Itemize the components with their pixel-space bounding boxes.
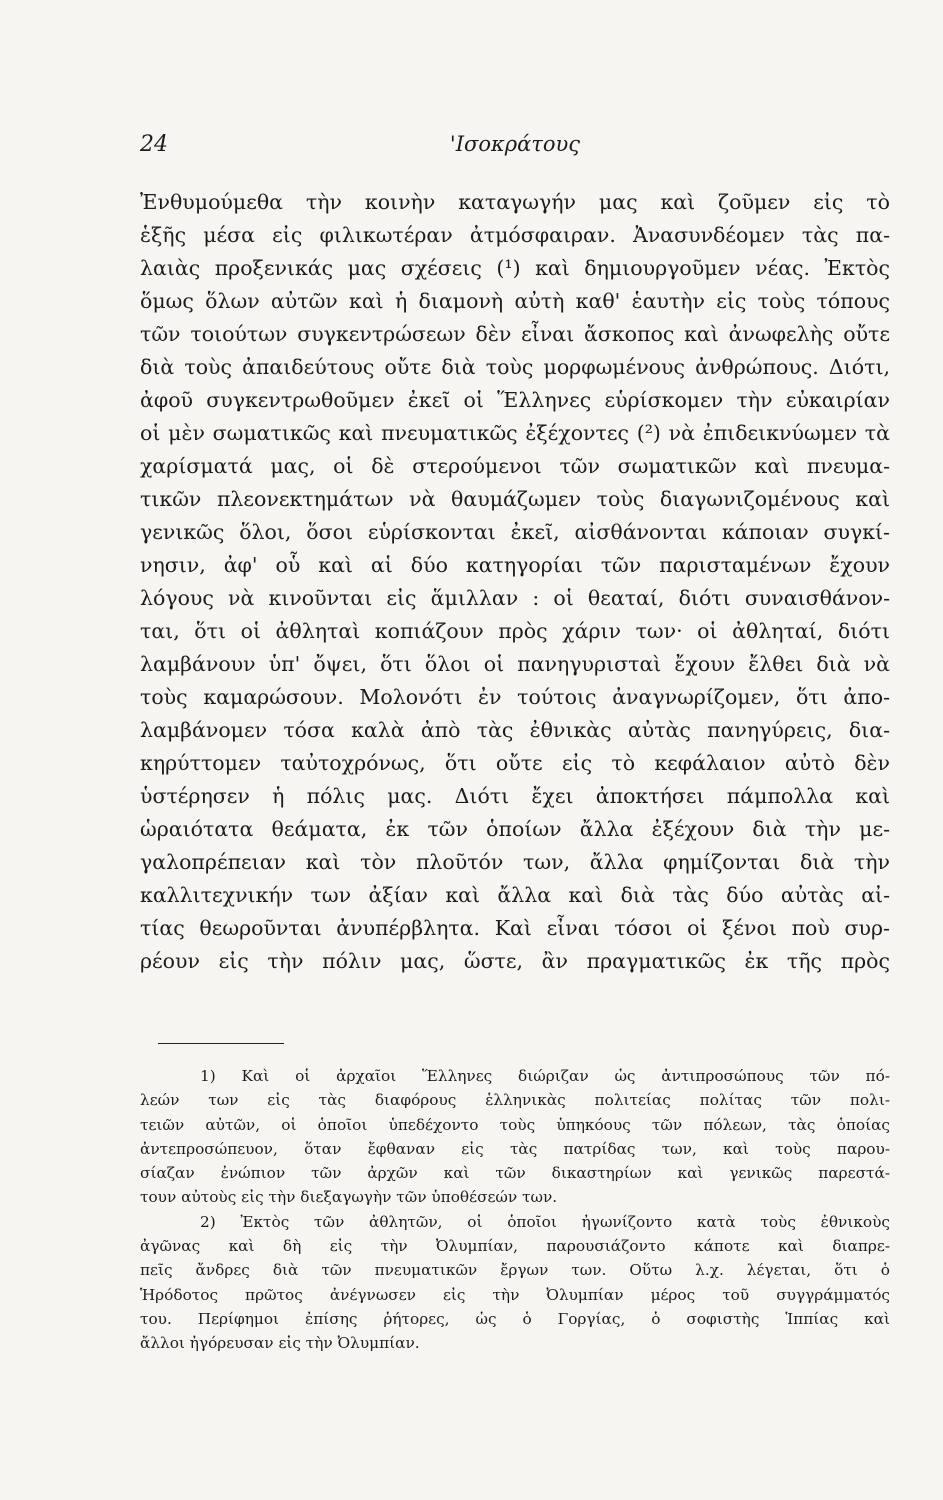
page-header: [140, 132, 890, 162]
footnote-line: πεῖς ἄνδρες διὰ τῶν πνευματικῶν ἔργων των. Οὕτω λ.χ. λέγεται, ὅτι ὁ: [140, 1261, 890, 1280]
footnote-line: ἀγῶνας καὶ δὴ εἰς τὴν Ὀλυμπίαν, παρουσιάζοντο κάποτε καὶ διαπρε-: [140, 1237, 890, 1256]
text-line: χαρίσματά μας, οἱ δὲ στερούμενοι τῶν σωματικῶν καὶ πνευμα-: [140, 454, 890, 478]
footnote-line: 1) Καὶ οἱ ἀρχαῖοι Ἕλληνες διώριζαν ὡς ἀντιπροσώπους τῶν πό-: [200, 1067, 890, 1085]
footnotes: [140, 1064, 890, 1356]
text-line: τίας θεωροῦνται ἀνυπέρβλητα. Καὶ εἶναι τόσοι οἱ ξένοι ποὺ συρ-: [140, 916, 890, 940]
text-line: λαμβάνουν ὑπ' ὄψει, ὅτι ὅλοι οἱ πανηγυρισταὶ ἔχουν ἔλθει διὰ νὰ: [140, 652, 890, 676]
page-number: 24: [140, 132, 168, 157]
text-line: τῶν τοιούτων συγκεντρώσεων δὲν εἶναι ἄσκοπος καὶ ἀνωφελὴς οὔτε: [140, 322, 890, 346]
text-line: τοὺς καμαρώσουν. Μολονότι ἐν τούτοις ἀναγνωρίζομεν, ὅτι ἀπο-: [140, 685, 890, 709]
footnote-line: Ἡρόδοτος πρῶτος ἀνέγνωσεν εἰς τὴν Ὀλυμπίαν μέρος τοῦ συγγράμματός: [140, 1285, 890, 1304]
text-line: ρέουν εἰς τὴν πόλιν μας, ὥστε, ἂν πραγματικῶς ἐκ τῆς πρὸς: [140, 949, 890, 973]
text-line: ται, ὅτι οἱ ἀθληταὶ κοπιάζουν πρὸς χάριν των· οἱ ἀθληταί, διότι: [140, 619, 890, 643]
footnote-line: τειῶν αὐτῶν, οἱ ὁποῖοι ὑπεδέχοντο τοὺς ὑπηκόους τῶν πόλεων, τὰς ὁποίας: [140, 1115, 890, 1134]
footnote-line: ἀντεπροσώπευον, ὅταν ἔφθαναν εἰς τὰς πατρίδας των, καὶ τοὺς παρου-: [140, 1139, 890, 1158]
footnote-line: σίαζαν ἐνώπιον τῶν ἀρχῶν καὶ τῶν δικαστηρίων καὶ γενικῶς παρεστά-: [140, 1164, 890, 1183]
footnote-rule: [158, 1043, 284, 1044]
footnote-line: λεών των εἰς τὰς διαφόρους ἑλληνικὰς πολιτείας πολίτας τῶν πολι-: [140, 1091, 890, 1110]
text-line: ἑξῆς μέσα εἰς φιλικωτέραν ἀτμόσφαιραν. Ἀνασυνδέομεν τὰς πα-: [140, 223, 890, 247]
footnote-line: 2) Ἐκτὸς τῶν ἀθλητῶν, οἱ ὁποῖοι ἠγωνίζοντο κατὰ τοὺς ἐθνικοὺς: [200, 1212, 890, 1231]
text-line: τικῶν πλεονεκτημάτων νὰ θαυμάζωμεν τοὺς διαγωνιζομένους καὶ: [140, 487, 890, 511]
text-line: νησιν, ἀφ' οὗ καὶ αἱ δύο κατηγορίαι τῶν παρισταμένων ἔχουν: [140, 553, 890, 577]
text-line: διὰ τοὺς ἀπαιδεύτους οὔτε διὰ τοὺς μορφωμένους ἀνθρώπους. Διότι,: [140, 355, 890, 379]
footnote-line: ἄλλοι ἠγόρευσαν εἰς τὴν Ὀλυμπίαν.: [140, 1334, 420, 1353]
text-line: γενικῶς ὅλοι, ὅσοι εὑρίσκονται ἐκεῖ, αἰσθάνονται κάποιαν συγκί-: [140, 520, 890, 544]
text-line: λαιὰς προξενικάς μας σχέσεις (¹) καὶ δημιουργοῦμεν νέας. Ἐκτὸς: [140, 256, 890, 280]
text-line: ἀφοῦ συγκεντρωθοῦμεν ἐκεῖ οἱ Ἕλληνες εὑρίσκομεν τὴν εὐκαιρίαν: [140, 388, 890, 412]
running-title: 'Ισοκράτους: [449, 132, 581, 156]
text-line: λαμβάνομεν τόσα καλὰ ἀπὸ τὰς ἐθνικὰς αὐτὰς πανηγύρεις, δια-: [140, 718, 890, 742]
footnote-line: τουν αὐτοὺς εἰς τὴν διεξαγωγὴν τῶν ὑποθέσεών των.: [140, 1188, 558, 1207]
footnote-line: του. Περίφημοι ἐπίσης ῥήτορες, ὡς ὁ Γοργίας, ὁ σοφιστὴς Ἱππίας καὶ: [140, 1309, 890, 1328]
text-line: λόγους νὰ κινοῦνται εἰς ἅμιλλαν : οἱ θεαταί, διότι συναισθάνον-: [140, 586, 890, 610]
text-line: κηρύττομεν ταὐτοχρόνως, ὅτι οὔτε εἰς τὸ κεφάλαιον αὐτὸ δὲν: [140, 751, 890, 775]
text-line: ὅμως ὅλων αὐτῶν καὶ ἡ διαμονὴ αὐτὴ καθ' ἑαυτὴν εἰς τοὺς τόπους: [140, 289, 890, 313]
main-text: [140, 186, 890, 978]
text-line: ὑστέρησεν ἡ πόλις μας. Διότι ἔχει ἀποκτήσει πάμπολλα καὶ: [140, 784, 890, 808]
text-line: οἱ μὲν σωματικῶς καὶ πνευματικῶς ἐξέχοντες (²) νὰ ἐπιδεικνύωμεν τὰ: [140, 421, 890, 445]
text-line: καλλιτεχνικήν των ἀξίαν καὶ ἄλλα καὶ διὰ τὰς δύο αὐτὰς αἰ-: [140, 883, 890, 907]
text-line: γαλοπρέπειαν καὶ τὸν πλοῦτόν των, ἄλλα φημίζονται διὰ τὴν: [140, 850, 890, 874]
text-line: ὡραιότατα θεάματα, ἐκ τῶν ὁποίων ἄλλα ἐξέχουν διὰ τὴν με-: [140, 817, 890, 841]
text-line: Ἐνθυμούμεθα τὴν κοινὴν καταγωγήν μας καὶ ζοῦμεν εἰς τὸ: [140, 190, 890, 214]
